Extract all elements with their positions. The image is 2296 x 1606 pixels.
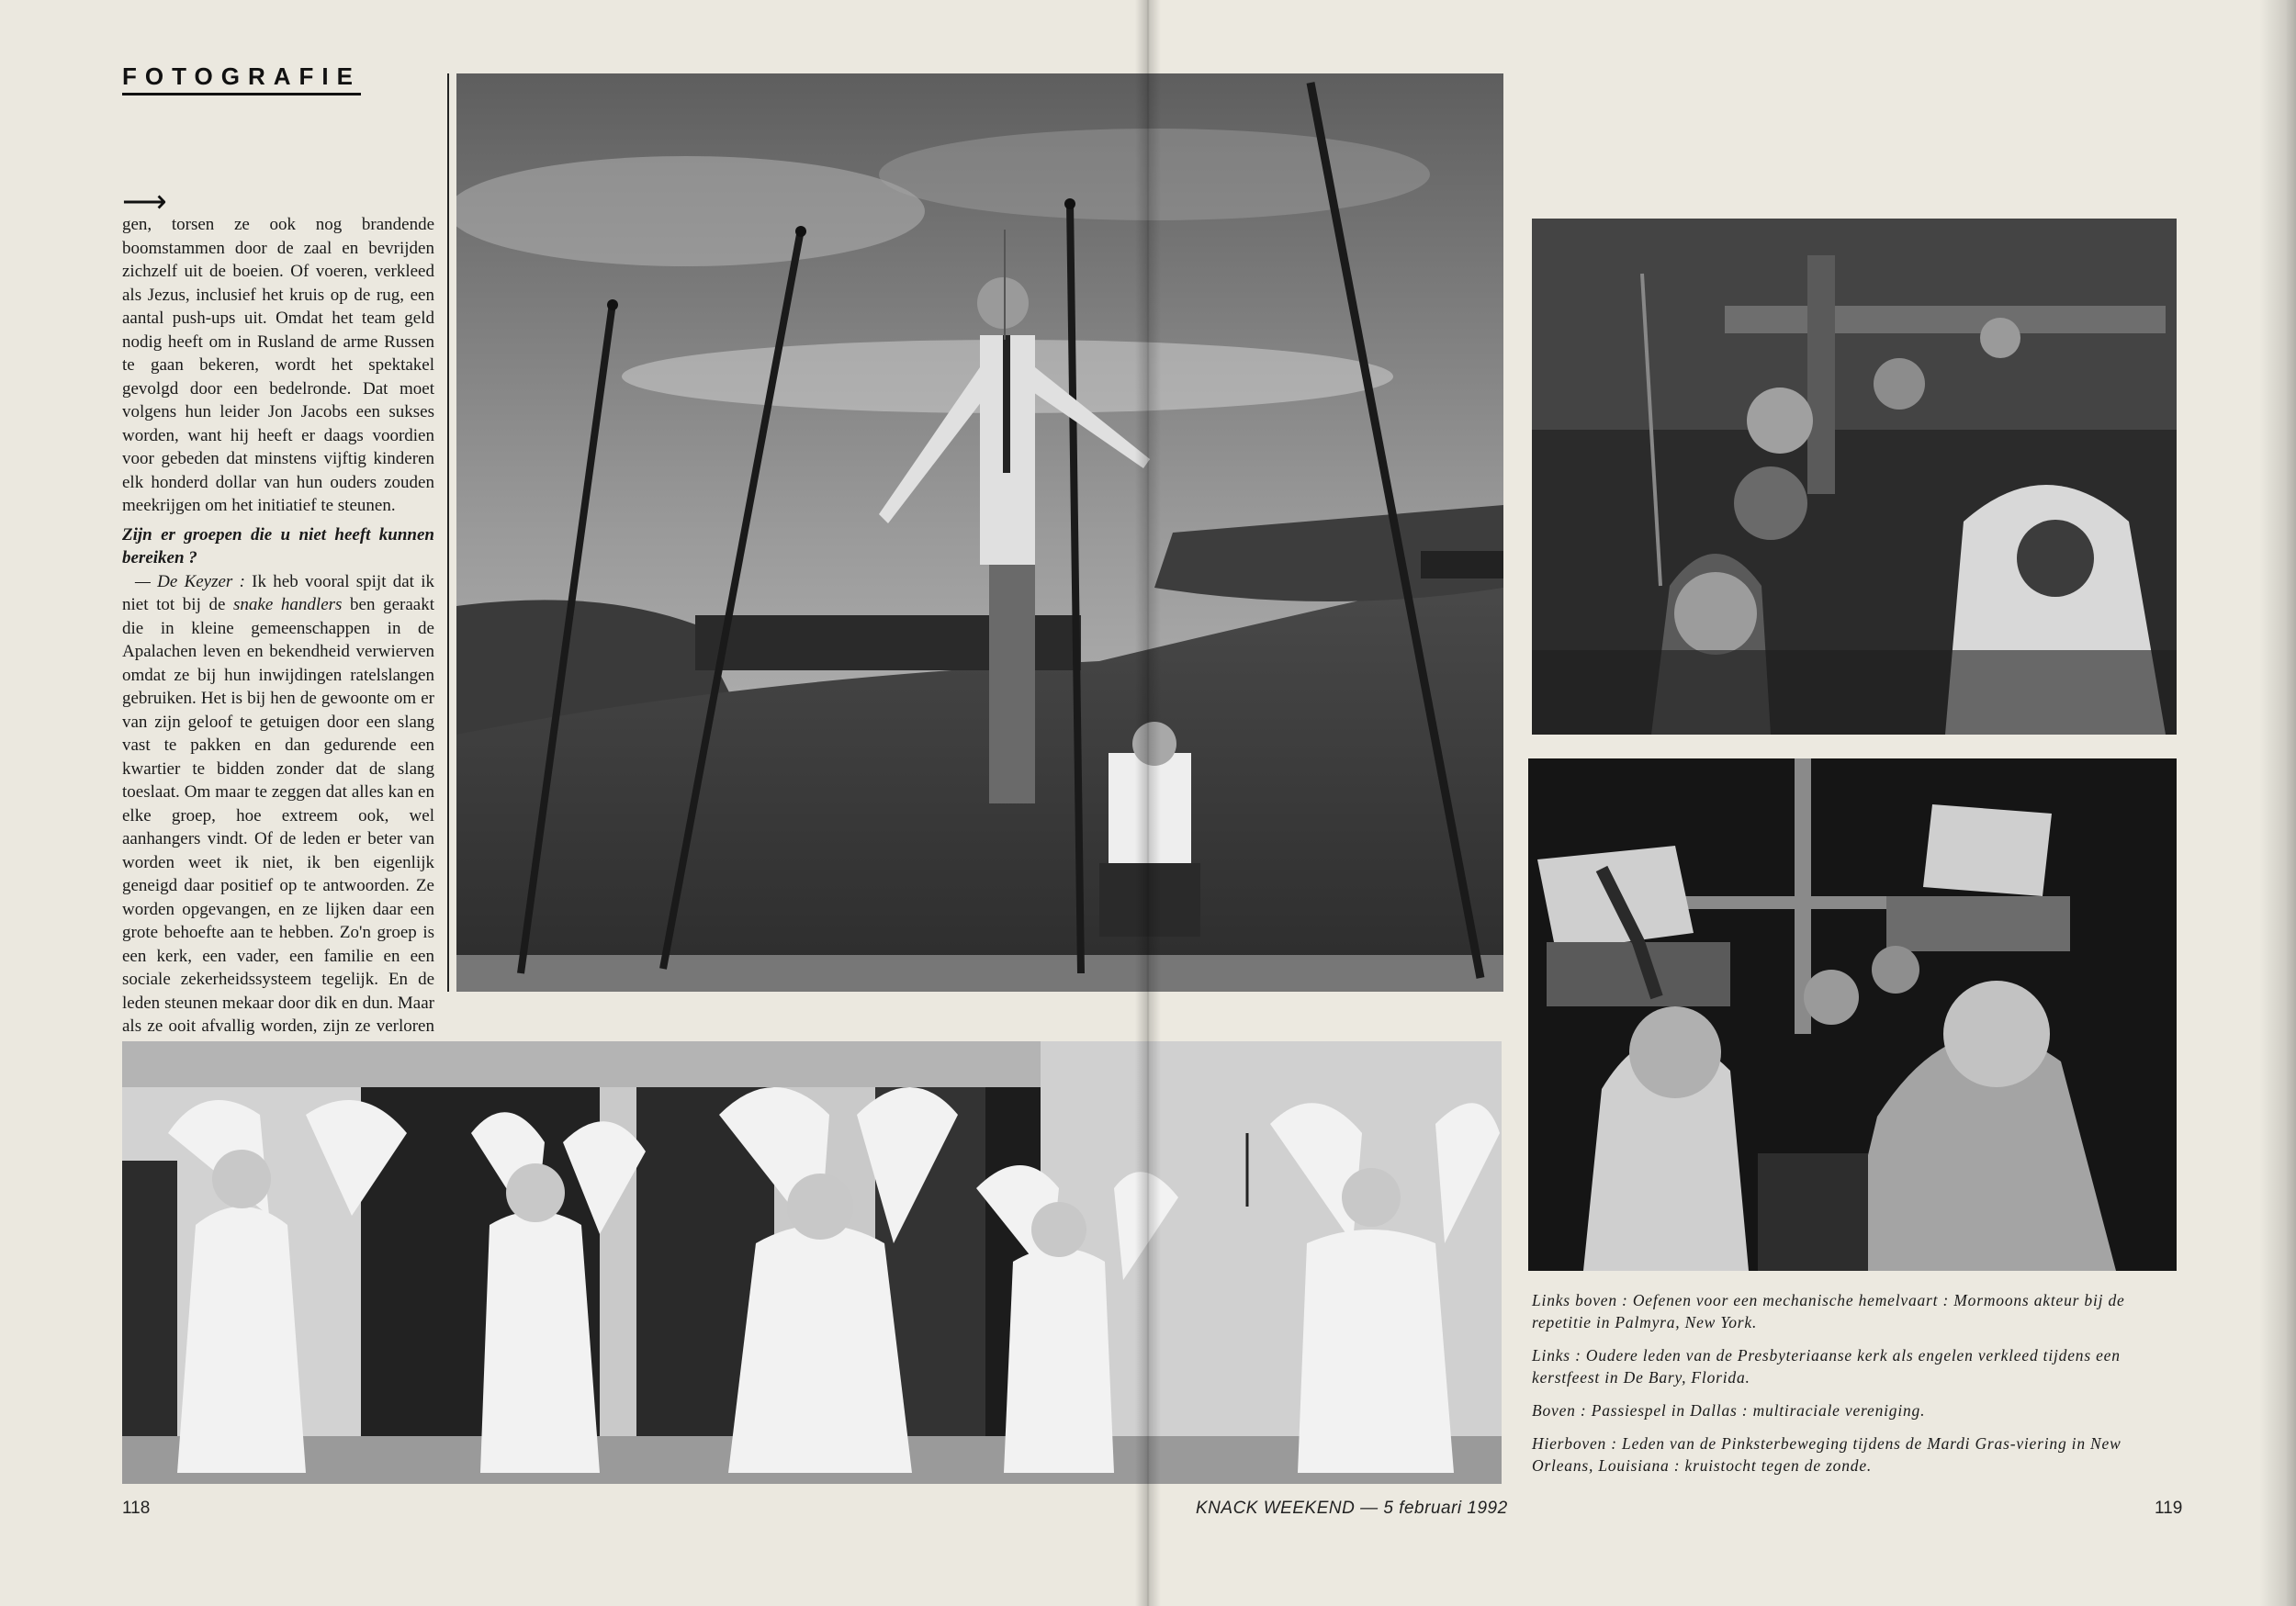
photo-passion-play-dallas (1532, 219, 2177, 735)
photo-angels-de-bary (122, 1041, 1502, 1484)
answer-text-a: Ik heb vooral spijt dat ik niet tot bij de (122, 571, 434, 614)
photo-captions (1532, 1289, 2138, 1488)
page-number-left: 118 (122, 1499, 151, 1518)
caption-top: Boven : Passiespel in Dallas : multiraciale vereniging. (1532, 1401, 1926, 1420)
photo-mardi-gras-crusade (1528, 758, 2177, 1271)
answer-text-b: ben geraakt die in kleine gemeenschappen in de Apalachen leven en bekendheid verwierven omdat ze bij hun inwijdingen ratelslangen gebruiken. Het is bij hen de gewoonte om er van zijn geloof te getuigen door een slang vast te pakken en dan gedurende een kwartier te bidden zonder dat de slang toeslaat. Om maar te zeggen dat alles kan en elke groep, hoe extreem ook, wel aanhangers vindt. Of de leden er beter van worden weet ik niet, ik ben eigenlijk geneigd daar positief op te antwoorden. Ze worden opgevangen, en ze lijken daar een grote behoefte aan te hebben. Zo'n groep is een kerk, een vader, een familie en een sociale zekerheidssysteem tegelijk. En de leden steunen mekaar door dik en dun. Maar als ze ooit afvallig worden, zijn ze verloren (122, 595, 435, 1036)
answer-speaker: — De Keyzer : (135, 571, 245, 591)
magazine-footer: KNACK WEEKEND — 5 februari 1992 (1196, 1499, 1508, 1518)
article-text (122, 213, 434, 1085)
page-number-right: 119 (2155, 1499, 2183, 1518)
section-label: FOTOGRAFIE (122, 62, 361, 95)
interview-question: Zijn er groepen die u niet heeft kunnen bereiken ? (122, 524, 434, 567)
article-paragraph: gen, torsen ze ook nog brandende boomstammen door de zaal en bevrijden zichzelf uit de boeien. Of voeren, verkleed als Jezus, inclusief het kruis op de rug, een aantal push-ups uit. Omdat het team geld nodig heeft om in Rusland de arme Russen te gaan bekeren, wordt het spektakel gevolgd door een bedelronde. Dat moet volgens hun leider Jon Jacobs een sukses worden, want hij heeft er daags voordien voor gebeden dat minstens vijftig kinderen elk honderd dollar van hun ouders zouden meekrijgen om het initiatief te steunen. (122, 215, 434, 515)
caption-left: Links : Oudere leden van de Presbyteriaanse kerk als engelen verkleed tijdens een kerstfeest in De Bary, Florida. (1532, 1346, 2121, 1387)
caption-above: Hierboven : Leden van de Pinksterbeweging tijdens de Mardi Gras-viering in New Orleans, Louisiana : kruistocht tegen de zonde. (1532, 1434, 2122, 1475)
continuation-arrow-icon: ⟶ (122, 185, 167, 219)
answer-emphasis: snake handlers (233, 595, 343, 614)
interview-answer (122, 570, 434, 1085)
photo-ascension-rehearsal (456, 73, 1503, 992)
spine-shadow (1135, 0, 1161, 1606)
column-rule (447, 73, 449, 992)
caption-top-left: Links boven : Oefenen voor een mechanische hemelvaart : Mormoons akteur bij de repetitie in Palmyra, New York. (1532, 1291, 2125, 1331)
page-edge-shadow (2259, 0, 2296, 1606)
